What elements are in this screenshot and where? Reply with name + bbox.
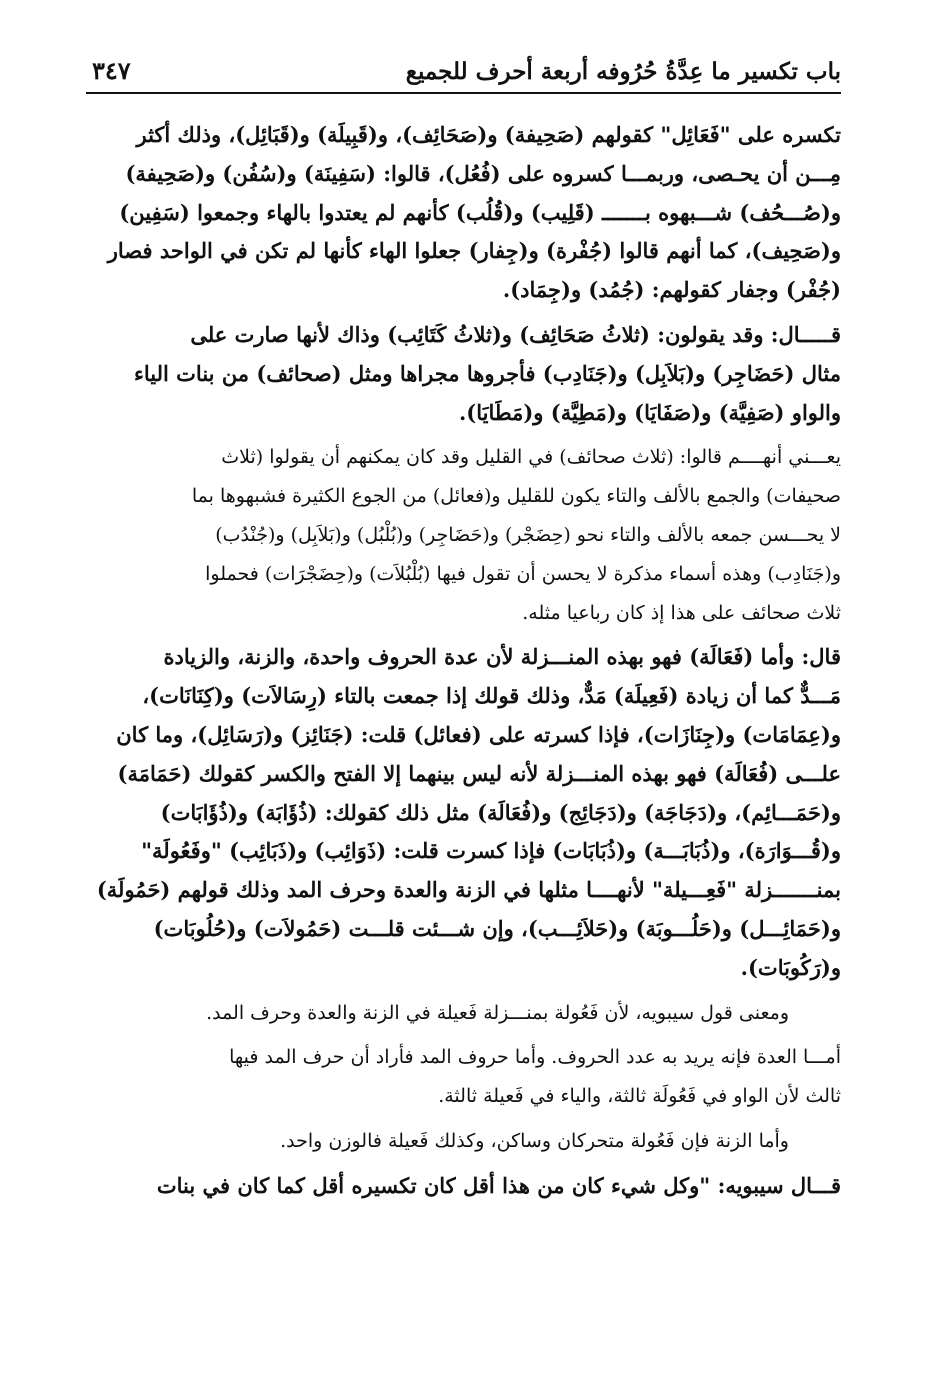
paragraph xyxy=(90,1038,841,1116)
text-line: بمنـــــــزلة "فَعِـــيلة" لأنهــــا مثلها في الزنة والعدة وحرف المد وذلك قولهم (حَمُولَة) xyxy=(96,877,841,903)
text-line: و(حَمَائِـــل) و(حَلُـــوبَة) و(حَلاَئِـــب)، وإن شـــئت قلـــت (حَمُولاَت) و(حُلُوبَات) xyxy=(153,915,841,941)
page-body xyxy=(90,116,841,1376)
text-line: والواو (صَفِيَّة) و(صَفَايَا) و(مَطِيَّة) و(مَطَايَا). xyxy=(459,399,841,425)
text-line: و(رَكُوبَات). xyxy=(740,954,841,980)
text-line: و(صُـــحُف) شـــبهوه بـــــــ (قَلِيب) و(قُلُب) كأنهم لم يعتدوا بالهاء وجمعوا (سَفِين) xyxy=(119,199,841,225)
text-line: مَـــدٌّ كما أن زيادة (فَعِيلَة) مَدٌّ، وذلك قولك إذا جمعت بالتاء (رِسَالاَت) و(كِنَانَات)، xyxy=(142,683,841,709)
paragraph xyxy=(90,638,841,987)
text-line: مِـــن أن يحـصى، وربمـــا كسروه على (فُعُل)، قالوا: (سَفِينَة) و(سُفُن) و(صَحِيفة) xyxy=(125,160,841,186)
text-line: أمـــا العدة فإنه يريد به عدد الحروف. وأما حروف المد فأراد أن حرف المد فيها xyxy=(229,1046,841,1069)
text-line: قـــال سيبويه: "وكل شيء كان من هذا أقل كان تكسيره أقل كما كان في بنات xyxy=(156,1172,841,1198)
text-line: قـــــال: وقد يقولون: (ثلاثُ صَحَائِف) و(ثلاثُ كَتَائِب) وذاك لأنها صارت على xyxy=(190,321,841,347)
text-line: وأما الزنة فإن فَعُولة متحركان وساكن، وكذلك فَعيلة فالوزن واحد. xyxy=(280,1129,789,1152)
text-line: صحيفات) والجمع بالألف والتاء يكون للقليل و(فعائل) من الجوع الكثيرة فشبهوها بما xyxy=(191,485,841,508)
text-line: (جُفْر) وجفار كقولهم: (جُمُد) و(جِمَاد). xyxy=(502,277,841,303)
text-line: و(حَمَـــائِم)، و(دَجَاجَة) و(دَجَائِج) و(فُعَالَة) مثل ذلك كقولك: (ذُؤَابَة) و(ذُؤَابَات) xyxy=(160,799,841,825)
text-line: و(صَحِيف)، كما أنهم قالوا (جُفْرة) و(جِفار) جعلوا الهاء كأنها لم تكن في الواحد فصار xyxy=(107,238,841,264)
running-title: باب تكسير ما عِدَّةُ حُرُوفه أربعة أحرف للجميع xyxy=(405,58,841,85)
text-line: قال: وأما (فَعَالَة) فهو بهذه المنـــزلة لأن عدة الحروف واحدة، والزنة، والزيادة xyxy=(163,644,841,670)
text-line: و(قُـــوَارَة)، و(ذُبَابَـــة) و(ذُبَابَات) فإذا كسرت قلت: (ذَوَائِب) و(ذَبَائِب) "وفَعُولَة" xyxy=(141,838,841,864)
text-line: ومعنى قول سيبويه، لأن فَعُولة بمنـــزلة فَعيلة في الزنة والعدة وحرف المد. xyxy=(206,1001,789,1024)
text-line: تكسره على "فَعَائِل" كقولهم (صَحِيفة) و(صَحَائِف)، و(قَبِيلَة) و(قَبَائِل)، وذلك أكثر xyxy=(136,122,841,147)
text-line: و(عِمَامَات) و(جِنَازَات)، فإذا كسرته على (فعائل) قلت: (جَنَائِز) و(رَسَائِل)، وما كان xyxy=(116,721,841,747)
paragraph xyxy=(90,1122,841,1161)
text-line: علـــى (فُعَالَة) فهو بهذه المنـــزلة لأنه ليس بينهما إلا الفتح والكسر كقولك (حَمَامَة) xyxy=(117,760,841,786)
paragraph xyxy=(90,994,841,1033)
text-line: مثال (حَضَاجِر) و(بَلاَبِل) و(جَنَادِب) فأجروها مجراها ومثل (صحائف) من بنات الياء xyxy=(134,360,841,386)
text-line: ثالث لأن الواو في فَعُولَة ثالثة، والياء في فَعيلة ثالثة. xyxy=(438,1085,841,1108)
text-line: يعـــني أنهــــم قالوا: (ثلاث صحائف) في القليل وقد كان يمكنهم أن يقولوا (ثلاث xyxy=(221,446,841,469)
text-line: لا يحـــسن جمعه بالألف والتاء نحو (حِضَجْر) و(حَضَاجِر) و(بُلْبُل) و(بَلاَبِل) و(جُنْدُب) xyxy=(215,523,841,546)
text-line: و(جَنَادِب) وهذه أسماء مذكرة لا يحسن أن تقول فيها (بُلْبُلاَت) و(حِضَجْرَات) فحملوا xyxy=(205,562,841,585)
paragraph xyxy=(90,1167,841,1206)
paragraph xyxy=(90,116,841,310)
page-number: ٣٤٧ xyxy=(92,56,131,85)
text-line: ثلاث صحائف على هذا إذ كان رباعيا مثله. xyxy=(522,601,841,624)
paragraph xyxy=(90,438,841,632)
paragraph xyxy=(90,316,841,432)
page-header xyxy=(86,52,841,94)
